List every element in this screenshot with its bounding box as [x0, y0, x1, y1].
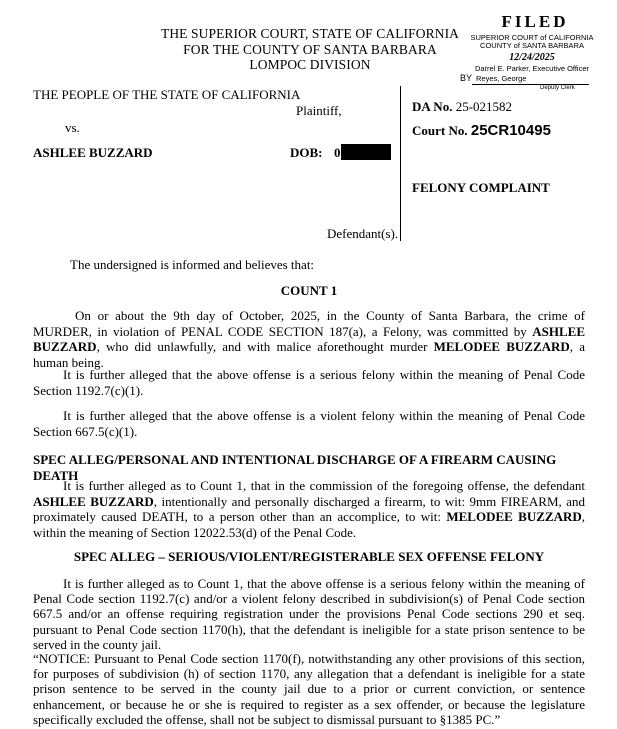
- sex-offense-allegation-heading: SPEC ALLEG – SERIOUS/VIOLENT/REGISTERABLE SEX OFFENSE FELONY: [73, 549, 545, 564]
- document-type: FELONY COMPLAINT: [412, 180, 550, 195]
- stamp-court-line1: SUPERIOR COURT of CALIFORNIA: [470, 33, 594, 42]
- court-no-value: 25CR10495: [470, 122, 551, 139]
- count-1-text-e: , a human being.: [33, 339, 585, 370]
- stamp-deputy: Deputy Clerk: [540, 85, 575, 91]
- defendant-name: ASHLEE BUZZARD: [33, 145, 153, 160]
- stamp-by-label: BY: [460, 73, 473, 83]
- sex-offense-allegation-paragraph: It is further alleged as to Count 1, that the above offense is a serious felony within the meaning of Penal Code section 1192.7(c) and/or a violent felony described in subdivision(s) of Penal Code section 667.5 and/or an offense requiring registration under the provisions Penal Code sections 290 et seq. pursuant to Penal Code section 1170(h), that the defendant is ineligible for a state prison sentence to be served in the county jail.: [33, 576, 585, 652]
- firearm-victim: MELODEE BUZZARD: [446, 509, 582, 524]
- firearm-text-e: , within the meaning of Section 12022.53(d) of the Penal Code.: [33, 509, 585, 540]
- court-division: LOMPOC DIVISION: [249, 57, 371, 72]
- firearm-allegation-paragraph: [33, 478, 585, 540]
- stamp-date: 12/24/2025: [509, 52, 555, 63]
- court-name: THE SUPERIOR COURT, STATE OF CALIFORNIA: [160, 26, 460, 41]
- da-value: 25-021582: [455, 99, 513, 114]
- firearm-defendant: ASHLEE BUZZARD: [33, 493, 154, 509]
- caption-vs: vs.: [65, 120, 80, 135]
- filed-stamp-title: FILED: [501, 12, 569, 31]
- count-1-text-c: , who did unlawfully, and with malice aforethought murder: [96, 339, 434, 354]
- court-number: [412, 123, 551, 138]
- firearm-text-c: , intentionally and personally discharged a firearm, to wit: 9mm FIREARM, and proximately caused DEATH, to a person other than an accomplice, to wit:: [33, 493, 585, 524]
- dob-visible: 0: [334, 145, 341, 160]
- dob-label: DOB:: [290, 145, 323, 160]
- caption-defendants: Defendant(s).: [327, 226, 399, 241]
- intro-text: The undersigned is informed and believes that:: [70, 257, 315, 272]
- count-1-text-a: On or about the 9th day of October, 2025, in the County of Santa Barbara, the crime of MURDER, in violation of PENAL CODE SECTION 187(a), a Felony, was committed by: [33, 308, 585, 339]
- caption-plaintiff: Plaintiff,: [296, 103, 342, 118]
- stamp-officer: Darrel E. Parker, Executive Officer: [474, 64, 590, 73]
- court-county: FOR THE COUNTY OF SANTA BARBARA: [183, 42, 437, 57]
- firearm-allegation-heading: SPEC ALLEG/PERSONAL AND INTENTIONAL DISCHARGE OF A FIREARM CAUSING DEATH: [33, 452, 557, 483]
- serious-felony-paragraph: It is further alleged that the above offense is a serious felony within the meaning of Penal Code Section 1192.7(c)(1).: [33, 367, 585, 398]
- count-1-defendant: ASHLEE BUZZARD: [33, 323, 585, 354]
- stamp-by: [460, 73, 526, 83]
- count-1-heading: COUNT 1: [280, 283, 338, 298]
- stamp-court-line2: COUNTY of SANTA BARBARA: [480, 41, 584, 50]
- court-no-label: Court No.: [412, 123, 468, 138]
- stamp-by-name: Reyes, George: [476, 74, 527, 83]
- count-1-paragraph: [33, 308, 585, 370]
- caption-divider: [400, 86, 401, 241]
- count-1-victim: MELODEE BUZZARD: [433, 339, 570, 354]
- notice-paragraph: “NOTICE: Pursuant to Penal Code section 1170(f), notwithstanding any other provisions of this section, for purposes of subdivision (h) of section 1170, any allegation that a defendant is ineligible for a state prison sentence to be served in the county jail due to a prior or current conviction, or sentence enhancement, or because he or she is required to register as a sex offender, or because the legislature specifically excluded the offense, shall not be subject to dismissal pursuant to §1385 PC.”: [33, 651, 585, 727]
- violent-felony-paragraph: It is further alleged that the above offense is a violent felony within the meaning of Penal Code Section 667.5(c)(1).: [33, 408, 585, 439]
- caption-people: THE PEOPLE OF THE STATE OF CALIFORNIA: [33, 87, 301, 102]
- dob-redaction: [341, 144, 391, 160]
- da-label: DA No.: [412, 99, 453, 114]
- firearm-text-a: It is further alleged as to Count 1, that in the commission of the foregoing offense, the defendant: [63, 478, 585, 493]
- da-number: [412, 99, 512, 114]
